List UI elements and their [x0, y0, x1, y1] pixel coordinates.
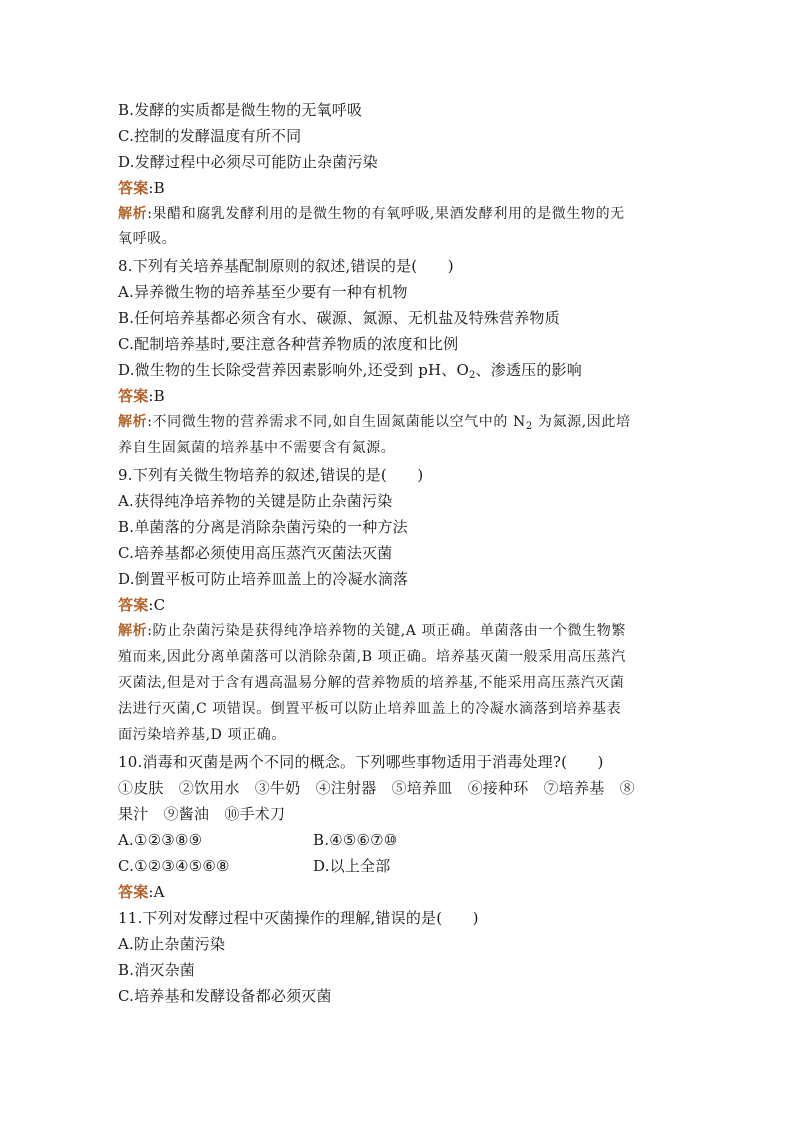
q10-option-a: A.①②③⑧⑨ — [118, 831, 203, 849]
q11-option-c: C.培养基和发酵设备都必须灭菌 — [118, 987, 332, 1005]
q10-option-c: C.①②③④⑤⑥⑧ — [118, 857, 230, 875]
q9-option-d: D.倒置平板可防止培养皿盖上的冷凝水滴落 — [118, 570, 409, 588]
answer-label: 答案 — [118, 596, 149, 614]
q9-explanation-line1 — [118, 621, 626, 641]
q7-option-c: C.控制的发酵温度有所不同 — [118, 127, 302, 145]
explanation-label: 解析 — [118, 206, 148, 222]
q9-explanation-line5: 面污染培养基,D 项正确。 — [118, 727, 286, 743]
q8-explanation-line1 — [118, 412, 631, 437]
subscript: 2 — [468, 370, 476, 381]
subscript: 2 — [525, 421, 533, 432]
q10-items-line1: ①皮肤 ②饮用水 ③牛奶 ④注射器 ⑤培养皿 ⑥接种环 ⑦培养基 ⑧ — [118, 779, 635, 797]
q11-stem: 11.下列对发酵过程中灭菌操作的理解,错误的是( ) — [118, 909, 479, 927]
q9-explanation-line4: 法进行灭菌,C 项错误。倒置平板可以防止培养皿盖上的冷凝水滴落到培养基表 — [118, 701, 622, 717]
q9-answer — [118, 595, 165, 615]
q11-option-a: A.防止杂菌污染 — [118, 935, 226, 953]
q7-option-d: D.发酵过程中必须尽可能防止杂菌污染 — [118, 153, 378, 171]
explanation-label: 解析 — [118, 623, 148, 639]
q10-answer — [118, 882, 165, 902]
explanation-text: :果醋和腐乳发酵利用的是微生物的有氧呼吸,果酒发酵利用的是微生物的无 — [147, 206, 625, 222]
q9-explanation-line3: 灭菌法,但是对于含有遇高温易分解的营养物质的培养基,不能采用高压蒸汽灭菌 — [118, 675, 625, 691]
q9-explanation-line2: 殖而来,因此分离单菌落可以消除杂菌,B 项正确。培养基灭菌一般采用高压蒸汽 — [118, 649, 626, 665]
explanation-text: :不同微生物的营养需求不同,如自生固氮菌能以空气中的 N — [147, 414, 526, 430]
q10-option-d: D.以上全部 — [313, 857, 391, 875]
q8-option-a: A.异养微生物的培养基至少要有一种有机物 — [118, 283, 408, 301]
q8-option-c: C.配制培养基时,要注意各种营养物质的浓度和比例 — [118, 335, 459, 353]
answer-value: :B — [148, 179, 165, 197]
answer-label: 答案 — [118, 179, 149, 197]
q8-stem: 8.下列有关培养基配制原则的叙述,错误的是( ) — [118, 257, 454, 275]
q8-answer — [118, 386, 165, 406]
q9-stem: 9.下列有关微生物培养的叙述,错误的是( ) — [118, 466, 424, 484]
q8-option-d — [118, 360, 582, 386]
answer-label: 答案 — [118, 387, 149, 405]
explanation-text-after: 为氮源,因此培 — [532, 414, 631, 430]
q10-stem: 10.消毒和灭菌是两个不同的概念。下列哪些事物适用于消毒处理?( ) — [118, 753, 604, 771]
answer-value: :C — [148, 596, 166, 614]
answer-value: :A — [148, 883, 165, 901]
q7-explanation-line2: 氧呼吸。 — [118, 231, 177, 247]
q9-option-b: B.单菌落的分离是消除杂菌污染的一种方法 — [118, 518, 408, 536]
q11-option-b: B.消灭杂菌 — [118, 961, 195, 979]
q10-items-line2: 果汁 ⑨酱油 ⑩手术刀 — [118, 805, 286, 823]
q10-option-b: B.④⑤⑥⑦⑩ — [313, 831, 398, 849]
q7-option-b: B.发酵的实质都是微生物的无氧呼吸 — [118, 101, 363, 119]
explanation-label: 解析 — [118, 414, 148, 430]
q7-explanation-line1 — [118, 204, 625, 224]
answer-label: 答案 — [118, 883, 149, 901]
q9-option-a: A.获得纯净培养物的关键是防止杂菌污染 — [118, 492, 393, 510]
q8-option-b: B.任何培养基都必须含有水、碳源、氮源、无机盐及特殊营养物质 — [118, 309, 560, 327]
q8-explanation-line2: 养自生固氮菌的培养基中不需要含有氮源。 — [118, 440, 396, 456]
q8-option-d-text: D.微生物的生长除受营养因素影响外,还受到 pH、O — [118, 361, 469, 379]
q9-option-c: C.培养基都必须使用高压蒸汽灭菌法灭菌 — [118, 544, 393, 562]
q7-answer — [118, 178, 165, 198]
q8-option-d-text-after: 、渗透压的影响 — [475, 361, 582, 379]
answer-value: :B — [148, 387, 165, 405]
explanation-text: :防止杂菌污染是获得纯净培养物的关键,A 项正确。单菌落由一个微生物繁 — [147, 623, 626, 639]
